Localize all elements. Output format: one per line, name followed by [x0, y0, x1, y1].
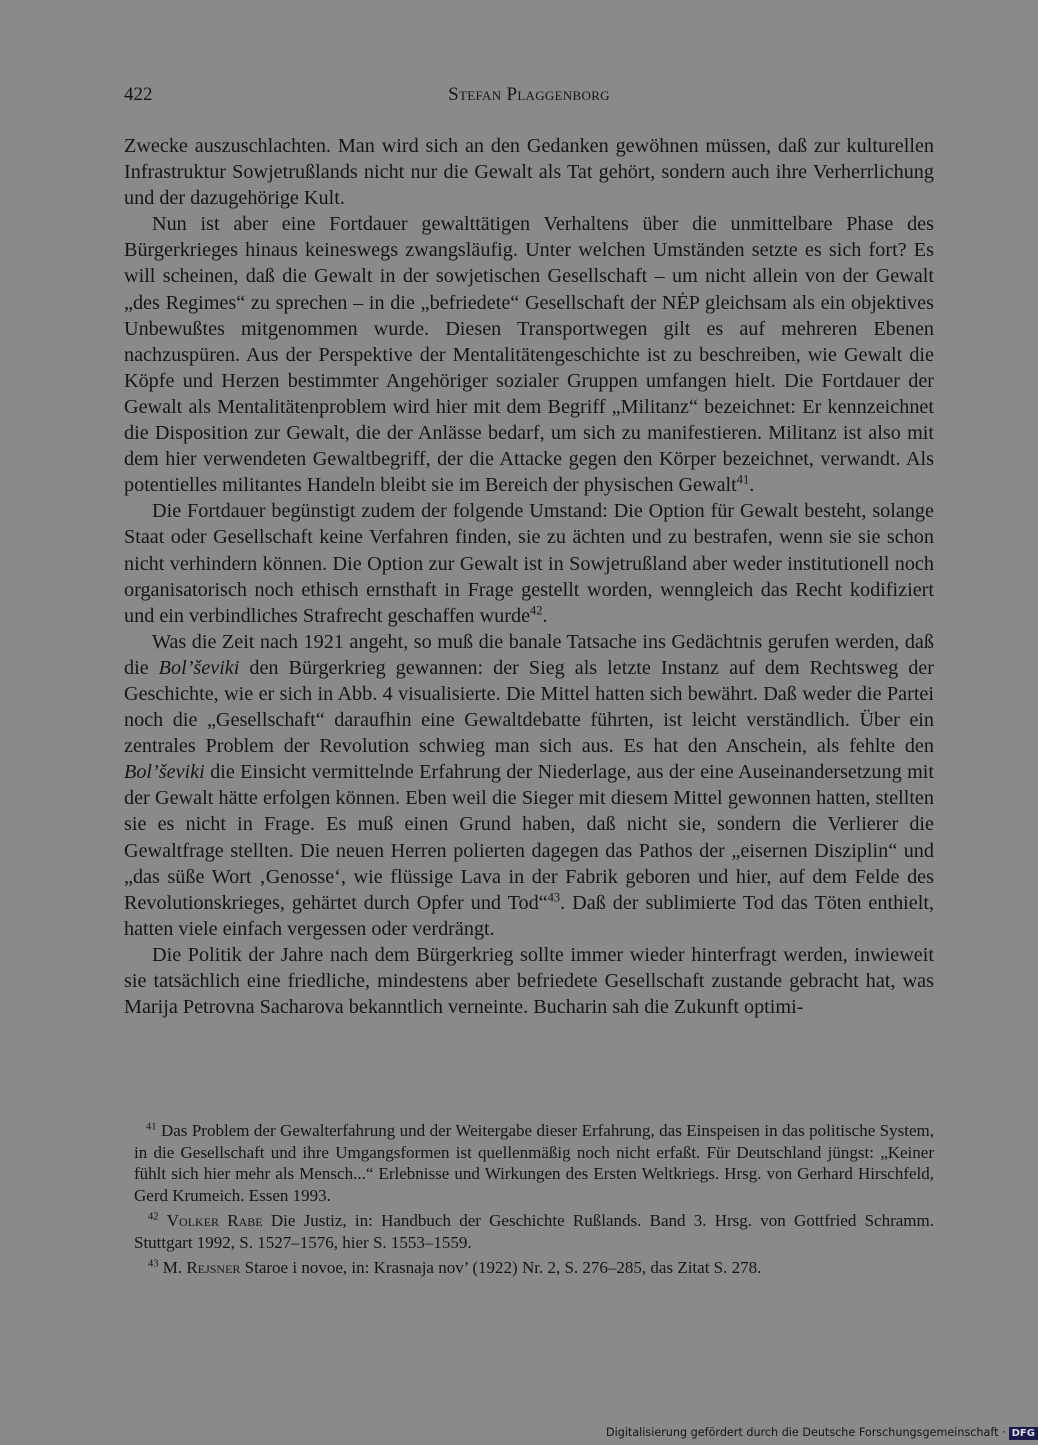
author-name: Volker Rabe — [166, 1211, 263, 1230]
footnote-text: Die Justiz, in: Handbuch der Geschichte Rußlands. Band 3. Hrsg. von Gottfried Schramm. Stuttgart 1992, S. 1527–1576, hier S. 1553–1559. — [134, 1211, 934, 1252]
funding-notice — [606, 1426, 1035, 1440]
paragraph-3-end: . — [542, 604, 548, 627]
footnote-text: Staroe i novoe, in: Krasnaja nov’ (1922) Nr. 2, S. 276–285, das Zitat S. 278. — [240, 1258, 762, 1277]
paragraph-2 — [124, 211, 934, 498]
running-head: Stefan Plaggenborg — [448, 84, 610, 105]
paragraph-2-text: Nun ist aber eine Fortdauer gewalttätigen Verhaltens über die unmittelbare Phase des Bürgerkrieges hinaus keineswegs zwangsläufig. Unter welchen Umständen setzte es sich fort? Es will scheinen, daß die Gewalt in der sowjetischen Gesellschaft – um nicht allein von der Gewalt „des Regimes“ zu sprechen – in die „befriedete“ Gesellschaft der NĖP gleichsam als ein objektives Unbewußtes mitgenommen wurde. Diesen Transportwegen gilt es auf mehreren Ebenen nachzuspüren. Aus der Perspektive der Mentalitätengeschichte ist zu beschreiben, wie Gewalt die Köpfe und Herzen bestimmter Angehöriger sozialer Gruppen umfangen hielt. Die Fortdauer der Gewalt als Mentalitätenproblem wird hier mit dem Begriff „Militanz“ bezeichnet: Er kennzeichnet die Disposition zur Gewalt, die der Anlässe bedarf, um sich zu manifestieren. Militanz ist also mit dem hier verwendeten Gewaltbegriff, der die Attacke gegen den Körper bezeichnet, verwandt. Als potentielles militantes Handeln bleibt sie im Bereich der physischen Gewalt — [124, 213, 934, 497]
body-text — [124, 133, 934, 1020]
footnote-number: 43 — [148, 1258, 159, 1270]
paragraph-4-text-a: Was die Zeit nach 1921 angeht, so muß die banale Tatsache ins Gedächtnis gerufen werden, daß die — [124, 630, 934, 679]
italic-term-bolseviki-2: Bol’ševiki — [124, 761, 205, 784]
footnotes — [134, 1120, 934, 1283]
paragraph-3-text: Die Fortdauer begünstigt zudem der folgende Umstand: Die Option für Gewalt besteht, solange Staat oder Gesellschaft keine Verfahren finden, sie zu ächten und zu bestrafen, wenn sie sie schon nicht verhindern können. Die Option zur Gewalt ist in Sowjetrußland aber weder institutionell noch organisatorisch noch ethisch ernsthaft in Frage gestellt worden, wenngleich das Recht kodifiziert und ein verbindliches Strafrecht geschaffen wurde — [124, 500, 934, 627]
footnote-42 — [134, 1210, 934, 1253]
paragraph-4-text-d: . Daß der sublimierte Tod das Töten enthielt, hatten viele einfach vergessen oder verdrängt. — [124, 891, 934, 940]
paragraph-2-end: . — [749, 474, 755, 497]
italic-term-bolseviki: Bol’ševiki — [158, 656, 240, 679]
footnote-number: 42 — [148, 1211, 159, 1223]
dfg-logo-icon: DFG — [1009, 1427, 1038, 1440]
paragraph-4 — [124, 629, 934, 942]
paragraph-4-text-b: den Bürgerkrieg gewannen: der Sieg als letzte Instanz auf dem Rechtsweg der Geschichte, wie er sich in Abb. 4 visualisierte. Die Mittel hatten sich bewährt. Daß weder die Partei noch die „Gesellschaft“ daraufhin eine Gewaltdebatte führten, ist leicht verständlich. Über ein zentrales Problem der Revolution schwieg man sich aus. Es hat den Anschein, als fehlte den — [124, 656, 934, 758]
author-name: M. Rejsner — [162, 1258, 241, 1277]
page-header — [124, 84, 934, 110]
footnote-41 — [134, 1120, 934, 1206]
paragraph-5: Die Politik der Jahre nach dem Bürgerkrieg sollte immer wieder hinterfragt werden, inwieweit sie tatsächlich eine friedliche, mindestens aber befriedete Gesellschaft zustande gebracht hat, was Marija Petrovna Sacharova bekanntlich verneinte. Bucharin sah die Zukunft optimi- — [124, 943, 934, 1019]
page-number: 422 — [124, 84, 153, 105]
footnote-number: 41 — [146, 1121, 157, 1133]
footnote-ref-42[interactable]: 42 — [530, 602, 543, 617]
paragraph-3 — [124, 498, 934, 628]
funding-text: Digitalisierung gefördert durch die Deutsche Forschungsgemeinschaft · — [606, 1426, 1006, 1439]
footnote-43 — [134, 1257, 934, 1279]
paragraph-1: Zwecke auszuschlachten. Man wird sich an den Gedanken gewöhnen müssen, daß zur kulturellen Infrastruktur Sowjetrußlands nicht nur die Gewalt als Tat gehört, sondern auch ihre Verherrlichung und der dazugehörige Kult. — [124, 135, 934, 210]
footnote-text: Das Problem der Gewalterfahrung und der Weitergabe dieser Erfahrung, das Einspeisen in das politische System, in die Gesellschaft und ihre Umgangsformen ist quellenmäßig noch nicht erfaßt. Für Deutschland jüngst: „Keiner fühlt sich hier mehr als Mensch...“ Erlebnisse und Wirkungen des Ersten Weltkriegs. Hrsg. von Gerhard Hirschfeld, Gerd Krumeich. Essen 1993. — [134, 1121, 934, 1205]
paragraph-4-text-c: die Einsicht vermittelnde Erfahrung der Niederlage, aus der eine Auseinandersetzung mit der Gewalt hätte erfolgen können. Eben weil die Sieger mit diesem Mittel gewonnen hatten, stellten sie es nicht in Frage. Es muß einen Grund haben, daß nicht sie, sondern die Verlierer die Gewaltfrage stellten. Die neuen Herren polierten dagegen das Pathos der „eisernen Disziplin“ und „das süße Wort ‚Genosse‘, wie flüssige Lava in der Fabrik geboren und hier, auf dem Felde des Revolutionskrieges, gehärtet durch Opfer und Tod“ — [124, 761, 934, 914]
footnote-ref-43[interactable]: 43 — [547, 889, 561, 904]
footnote-ref-41[interactable]: 41 — [736, 472, 750, 487]
